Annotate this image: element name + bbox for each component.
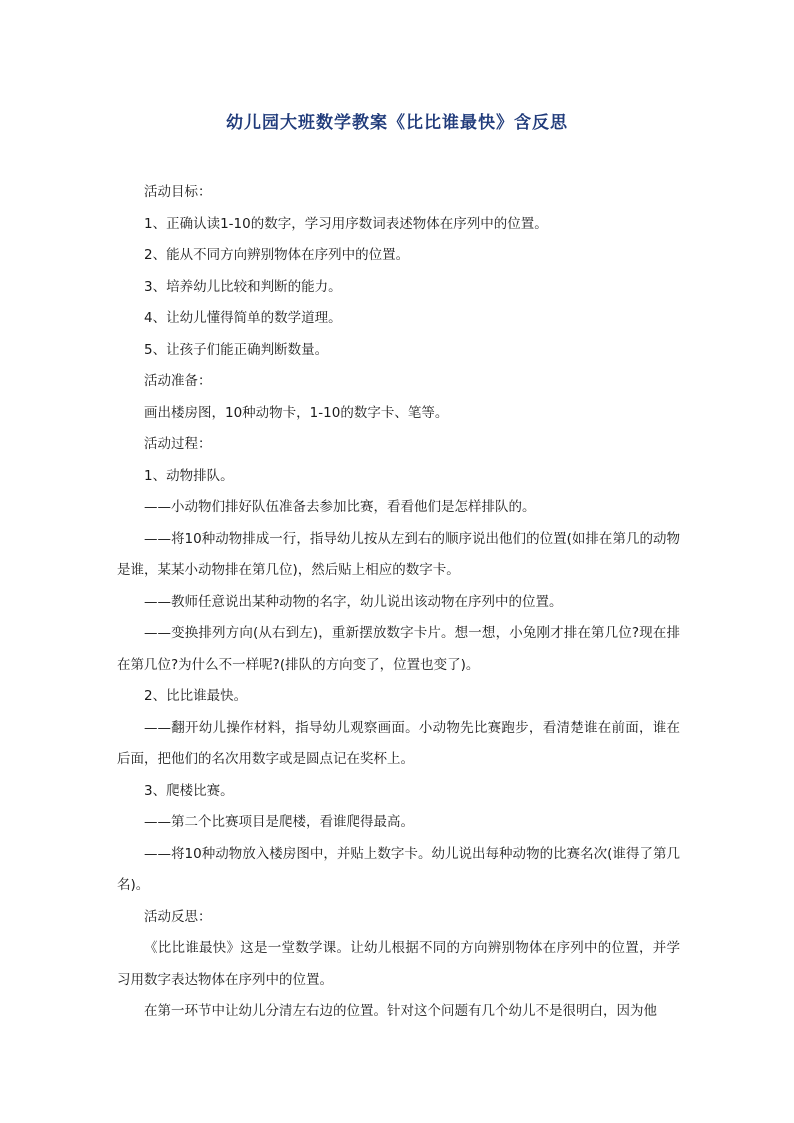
paragraph: ——翻开幼儿操作材料，指导幼儿观察画面。小动物先比赛跑步，看清楚谁在前面，谁在后面，把他们的名次用数字或是圆点记在奖杯上。 xyxy=(117,719,680,767)
paragraph: ——将10种动物排成一行，指导幼儿按从左到右的顺序说出他们的位置(如排在第几的动物是谁，某某小动物排在第几位)，然后贴上相应的数字卡。 xyxy=(117,530,680,578)
paragraph: 2、比比谁最快。 xyxy=(144,688,248,704)
paragraph: 《比比谁最快》这是一堂数学课。让幼儿根据不同的方向辨别物体在序列中的位置，并学习用数字表达物体在序列中的位置。 xyxy=(117,940,680,988)
document-title: 幼儿园大班数学教案《比比谁最快》含反思 xyxy=(226,113,568,133)
paragraph: ——变换排列方向(从右到左)，重新摆放数字卡片。想一想，小兔刚才排在第几位?现在排在第几位?为什么不一样呢?(排队的方向变了，位置也变了)。 xyxy=(117,625,680,673)
paragraph: 活动目标： xyxy=(144,184,212,200)
paragraph: ——第二个比赛项目是爬楼，看谁爬得最高。 xyxy=(144,814,414,830)
paragraph: ——小动物们排好队伍准备去参加比赛，看看他们是怎样排队的。 xyxy=(144,499,536,515)
paragraph: 5、让孩子们能正确判断数量。 xyxy=(144,341,329,358)
paragraph: 活动准备： xyxy=(144,373,212,389)
paragraph: ——将10种动物放入楼房图中，并贴上数字卡。幼儿说出每种动物的比赛名次(谁得了第几名)。 xyxy=(117,845,680,893)
paragraph: 1、动物排队。 xyxy=(144,467,234,484)
paragraph: 在第一环节中让幼儿分清左右边的位置。针对这个问题有几个幼儿不是很明白，因为他 xyxy=(144,1003,657,1019)
paragraph: 画出楼房图，10种动物卡，1-10的数字卡、笔等。 xyxy=(144,404,449,421)
paragraph: 3、爬楼比赛。 xyxy=(144,782,234,799)
paragraph: 4、让幼儿懂得简单的数学道理。 xyxy=(144,310,342,326)
paragraph: 活动反思： xyxy=(144,908,212,925)
paragraph: 1、正确认读1-10的数字，学习用序数词表述物体在序列中的位置。 xyxy=(144,215,548,232)
paragraph: 3、培养幼儿比较和判断的能力。 xyxy=(144,278,342,295)
document-body xyxy=(117,177,680,1028)
paragraph: ——教师任意说出某种动物的名字，幼儿说出该动物在序列中的位置。 xyxy=(144,593,563,610)
paragraph: 活动过程： xyxy=(144,436,212,452)
paragraph: 2、能从不同方向辨别物体在序列中的位置。 xyxy=(144,247,410,263)
